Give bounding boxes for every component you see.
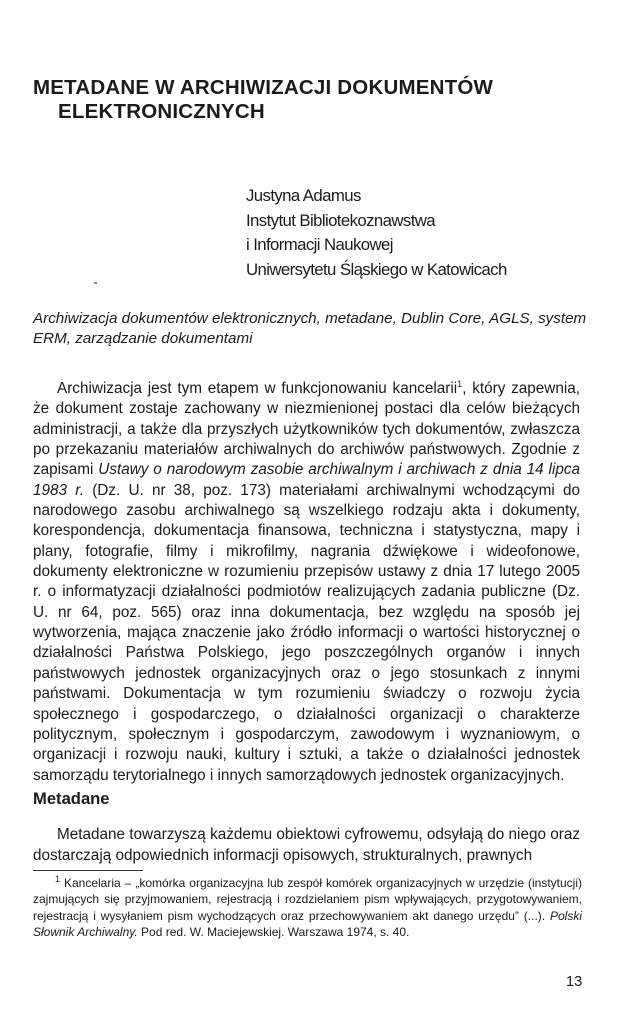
- paragraph-text: , który zapewnia, że dokument zostaje zachowany w niezmienionej postaci dla celów bieżących administracji, a także dla przyszłych użytkowników tych dokumentów, zwłaszcza po przekazaniu materiałów archiwalnych do archiwów państwowych. Zgodnie z zapisami: [33, 380, 580, 479]
- author-affiliation-line: Instytut Bibliotekoznawstwa: [246, 210, 436, 230]
- section-heading: Metadane: [33, 789, 110, 808]
- act-title: Ustawy o narodowym zasobie archiwalnym i archiwach z dnia 14 lipca 1983 r.: [33, 461, 581, 499]
- article-title: [33, 76, 593, 124]
- section-body: [33, 825, 580, 866]
- footnote-source-title: Polski Słownik Archiwalny.: [33, 908, 582, 939]
- footnote-text: [33, 875, 582, 940]
- footnote-content: Kancelaria – „komórka organizacyjna lub zespół komórek organizacyjnych w urzędzie (instytucji) zajmujących się przyjmowaniem, rejestracją i rozdzielaniem pism wpływających, przygotowywaniem, rejestracją i wysyłaniem pism wychodzących oraz przechowywaniem akt danego urzędu” (...).: [33, 876, 582, 923]
- page-number: 13: [566, 974, 583, 990]
- article-title-line-1: METADANE W ARCHIWIZACJI DOKUMENTÓW: [33, 76, 494, 99]
- body-paragraph: [33, 379, 580, 786]
- keywords: Archiwizacja dokumentów elektronicznych, metadane, Dublin Core, AGLS, system ERM, zarządzanie dokumentami: [33, 310, 587, 347]
- footnote-content: Pod red. W. Maciejewskiej. Warszawa 1974, s. 40.: [137, 924, 410, 939]
- footnote: [33, 875, 582, 940]
- paragraph-text: Archiwizacja jest tym etapem w funkcjonowaniu kancelarii: [57, 380, 458, 397]
- footnote-separator: [33, 870, 143, 871]
- footnote-number: 1: [55, 874, 61, 884]
- footnote-reference: 1: [457, 378, 463, 389]
- author-affiliation-line: Uniwersytetu Śląskiego w Katowicach: [246, 259, 507, 279]
- author-block: [246, 184, 586, 282]
- body-paragraph: Metadane towarzyszą każdemu obiektowi cyfrowemu, odsyłają do niego oraz dostarczają odpowiednich informacji opisowych, strukturalnych, prawnych: [33, 826, 580, 864]
- main-text: [33, 379, 580, 786]
- paragraph-text: (Dz. U. nr 38, poz. 173) materiałami archiwalnymi wchodzącymi do narodowego zasobu archiwalnego są wszelkiego rodzaju akta i dokumenty, korespondencja, dokumentacja finansowa, techniczna i statystyczna, mapy i plany, fotografie, filmy i mikrofilmy, nagrania dźwiękowe i wideofonowe, dokumenty elektroniczne w rozumieniu przepisów ustawy z dnia 17 lutego 2005 r. o informatyzacji działalności podmiotów realizujących zadania publiczne (Dz. U. nr 64, poz. 565) oraz inna dokumentacja, bez względu na sposób jej wytworzenia, mająca znaczenie jako źródło informacji o wartości historycznej o działalności Państwa Polskiego, jego poszczególnych organów i innych państwowych jednostek organizacyjnych oraz o jego stosunkach z innymi państwami. Dokumentacja w tym rozumieniu świadczy o rozwoju życia społecznego i gospodarczego, o działalności organizacji o charakterze politycznym, społecznym i gospodarczym, zawodowym i wyznaniowym, o organizacji i rozwoju nauki, kultury i sztuki, a także o działalności jednostek samorządu terytorialnego i innych samorządowych jednostek organizacyjnych.: [33, 481, 580, 784]
- scan-speck: [94, 282, 97, 284]
- author-name: Justyna Adamus: [246, 186, 361, 205]
- author-affiliation-line: i Informacji Naukowej: [246, 235, 393, 254]
- article-title-line-2: ELEKTRONICZNYCH: [58, 100, 265, 123]
